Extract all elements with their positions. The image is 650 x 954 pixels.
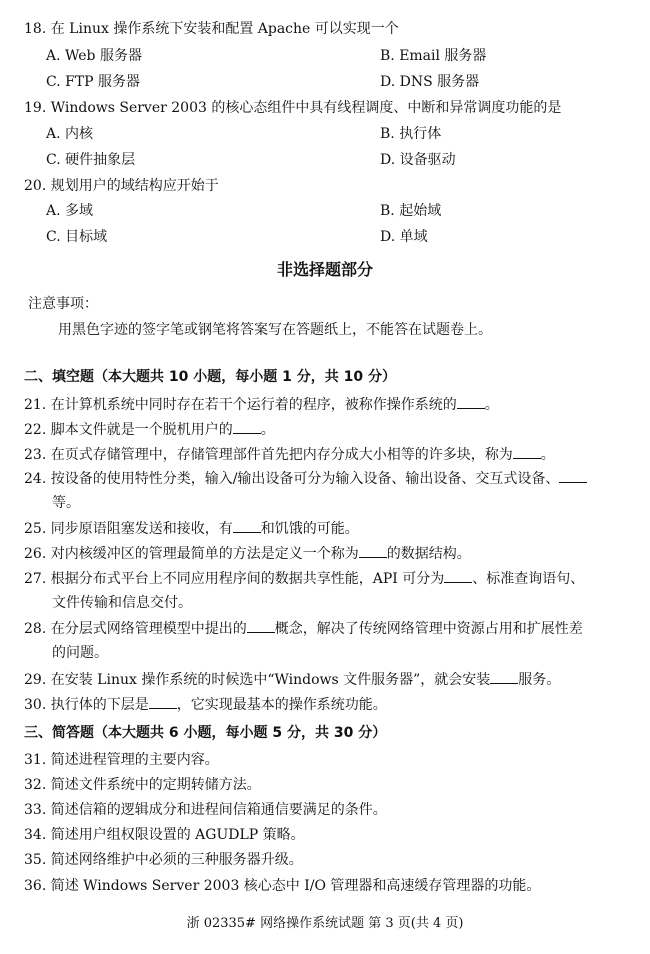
q18-option-a: A. Web 服务器	[46, 48, 142, 64]
q26-text: 26. 对内核缓冲区的管理最简单的方法是定义一个称为	[24, 546, 359, 562]
q22-end: 。	[260, 422, 275, 438]
question-24	[24, 468, 587, 489]
part-title: 非选择题部分	[276, 260, 373, 279]
q20-option-d: D. 单域	[380, 229, 428, 245]
answer-blank	[247, 618, 275, 633]
question-32: 32. 简述文件系统中的定期转储方法。	[24, 777, 261, 793]
question-18-stem: 18. 在 Linux 操作系统下安装和配置 Apache 可以实现一个	[24, 21, 399, 37]
q27-text: 27. 根据分布式平台上不同应用程序间的数据共享性能，API 可分为	[24, 571, 445, 587]
q22-text: 22. 脚本文件就是一个脱机用户的	[24, 422, 233, 438]
question-33: 33. 简述信箱的逻辑成分和进程间信箱通信要满足的条件。	[24, 802, 387, 818]
question-27	[24, 568, 584, 589]
q30-end: ，它实现最基本的操作系统功能。	[176, 697, 387, 713]
q20-option-a: A. 多域	[46, 203, 94, 219]
q28-text: 28. 在分层式网络管理模型中提出的	[24, 621, 247, 637]
q18-option-d: D. DNS 服务器	[380, 74, 480, 90]
question-34: 34. 简述用户组权限设置的 AGUDLP 策略。	[24, 827, 305, 843]
question-24-cont: 等。	[52, 495, 80, 511]
question-19-stem: 19. Windows Server 2003 的核心态组件中具有线程调度、中断和异常调度功能的是	[24, 100, 562, 116]
answer-blank	[559, 468, 587, 483]
question-30	[24, 694, 387, 715]
answer-blank	[233, 419, 261, 434]
q29-end: 服务。	[518, 672, 561, 688]
answer-blank	[513, 444, 541, 459]
answer-blank	[233, 518, 261, 533]
question-22	[24, 419, 275, 440]
question-21	[24, 394, 499, 415]
q23-text: 23. 在页式存储管理中，存储管理部件首先把内存分成大小相等的许多块，称为	[24, 447, 513, 463]
q19-option-a: A. 内核	[46, 126, 94, 142]
question-29	[24, 669, 560, 690]
q21-end: 。	[484, 397, 499, 413]
fill-section-heading: 二、填空题（本大题共 10 小题，每小题 1 分，共 10 分）	[24, 369, 396, 385]
q19-option-d: D. 设备驱动	[380, 152, 456, 168]
question-35: 35. 简述网络维护中必须的三种服务器升级。	[24, 852, 303, 868]
notice-title: 注意事项：	[28, 296, 98, 312]
notice-text: 用黑色字迹的签字笔或钢笔将答案写在答题纸上，不能答在试题卷上。	[58, 322, 492, 338]
q23-end: 。	[540, 447, 555, 463]
answer-blank	[359, 543, 387, 558]
answer-blank	[444, 568, 472, 583]
question-26	[24, 543, 471, 564]
q26-end: 的数据结构。	[386, 546, 471, 562]
answer-blank	[149, 694, 177, 709]
q21-text: 21. 在计算机系统中同时存在若干个运行着的程序，被称作操作系统的	[24, 397, 457, 413]
question-31: 31. 简述进程管理的主要内容。	[24, 752, 219, 768]
q30-text: 30. 执行体的下层是	[24, 697, 149, 713]
q27-mid: 、标准查询语句、	[472, 571, 585, 587]
q28-mid: 概念，解决了传统网络管理中资源占用和扩展性差	[274, 621, 583, 637]
question-28-cont: 的问题。	[52, 645, 108, 661]
q20-option-b: B. 起始域	[380, 203, 442, 219]
question-36: 36. 简述 Windows Server 2003 核心态中 I/O 管理器和高速缓存管理器的功能。	[24, 878, 541, 894]
question-27-cont: 文件传输和信息交付。	[52, 595, 192, 611]
q20-option-c: C. 目标域	[46, 229, 108, 245]
q25-text: 25. 同步原语阻塞发送和接收，有	[24, 521, 233, 537]
short-section-heading: 三、简答题（本大题共 6 小题，每小题 5 分，共 30 分）	[24, 725, 387, 741]
q25-end: 和饥饿的可能。	[260, 521, 359, 537]
q24-text: 24. 按设备的使用特性分类，输入/输出设备可分为输入设备、输出设备、交互式设备、	[24, 471, 560, 487]
answer-blank	[490, 669, 518, 684]
question-23	[24, 444, 555, 465]
q19-option-b: B. 执行体	[380, 126, 442, 142]
answer-blank	[457, 394, 485, 409]
question-25	[24, 518, 359, 539]
question-28	[24, 618, 583, 639]
question-20-stem: 20. 规划用户的域结构应开始于	[24, 178, 219, 194]
q18-option-c: C. FTP 服务器	[46, 74, 141, 90]
q19-option-c: C. 硬件抽象层	[46, 152, 136, 168]
q18-option-b: B. Email 服务器	[380, 48, 487, 64]
page-footer: 浙 02335# 网络操作系统试题 第 3 页(共 4 页)	[186, 916, 464, 931]
q29-text: 29. 在安装 Linux 操作系统的时候选中“Windows 文件服务器”，就会安装	[24, 672, 491, 688]
